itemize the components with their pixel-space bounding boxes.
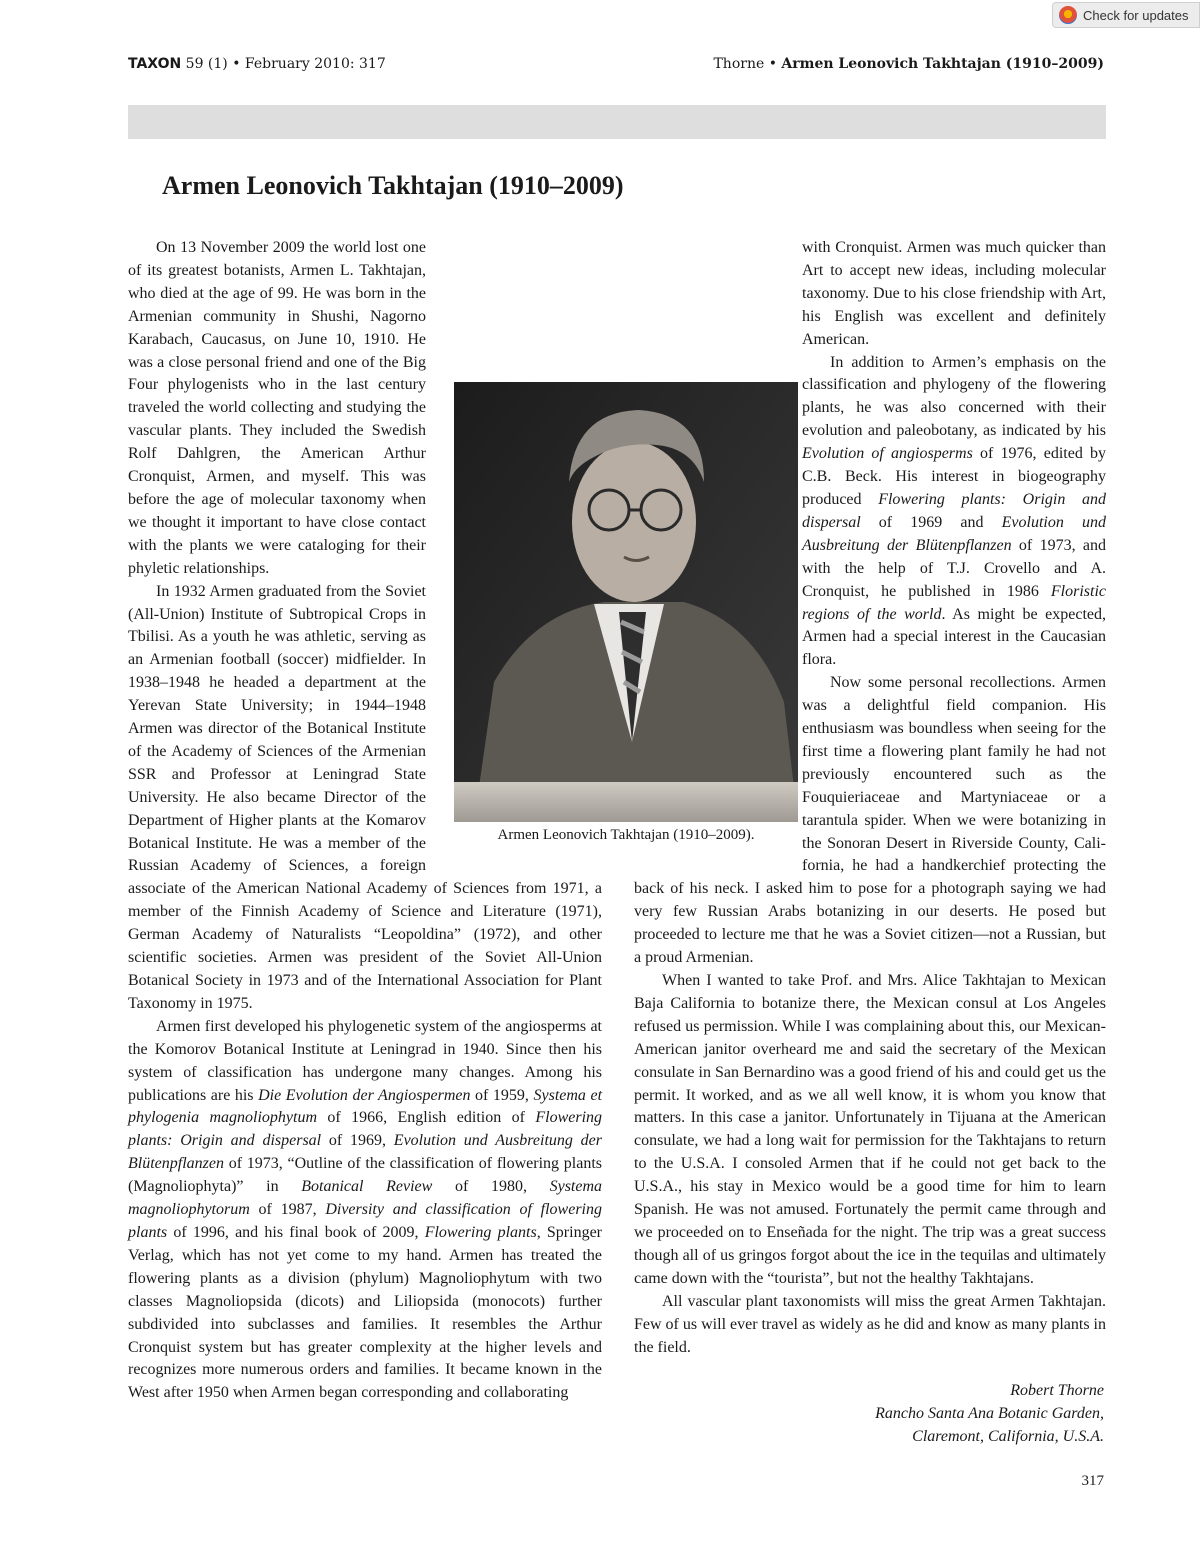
citation: 59 (1) • February 2010: 317: [181, 56, 386, 72]
paragraph: In 1932 Armen graduated from the Soviet (All-Union) Institute of Subtropical Crops in Tbilisi. As a youth he was athletic, serving as an Armenian football (soccer) midfielder. In 1938–1948 he headed a department at the Yerevan State University; in 1944–1948 Armen was director of the Botanical Institute of the Academy of Sciences of the Armenian SSR and Professor at Leningrad State University. He also became Director of the Department of Higher plants at the Komarov Botanical Institute. He was a member of the Russian Academy of Sciences, a foreign associate of the American National Academy of Sciences from 1971, a member of the Finnish Academy of Science and Literature (1971), German Academy of Naturalists “Leopoldina” (1972), and other scientific societies. Armen was president of the Soviet All-Union Botanical Society in 1973 and of the International Association for Plant Taxonomy in 1975.: [128, 582, 602, 1012]
journal-name: TAXON: [128, 56, 182, 72]
running-short-title: Armen Leonovich Takhtajan (1910–2009): [781, 56, 1104, 72]
check-for-updates-badge[interactable]: [1052, 2, 1200, 28]
paragraph: In addition to Armen’s emphasis on the classification and phylogeny of the flowering plants, he was also concerned with their evolution and paleobotany, as indicated by his Evolution of angiosperms of 1976, edited by C.B. Beck. His interest in biogeography produced Flowering plants: Origin and dispersal of 1969 and Evolution und Ausbreitung der Blütenpflanzen of 1973, and with the help of T.J. Crovello and A. Cronquist, he published in 1986 Floristic regions of the world. As might be expected, Armen had a special interest in the Caucasian flora.: [802, 353, 1107, 669]
paragraph: On 13 November 2009 the world lost one of its greatest botanists, Armen L. Takhtajan, who died at the age of 99. He was born in the Armenian community in Shushi, Nagorno Karabach, Caucasus, on June 10, 1910. He was a close personal friend and one of the Big Four phylogenists who in the last century traveled the world collecting and studying the vascular plants. They included the Swedish Rolf Dahlgren, the American Arthur Cronquist, Armen, and myself. This was before the age of molecular taxonomy when we thought it important to have close contact with the plants we were cataloging for their phyletic relationships.: [128, 239, 426, 577]
paragraph: Armen first developed his phylogenetic system of the angiosperms at the Komorov Botanical Institute at Leningrad in 1940. Since then his system of classification has undergone many changes. Among his publications are his Die Evolution der Angiospermen of 1959, Systema et phylogenia magnoliophytum of 1966, English edition of Flowering plants: Origin and dispersal of 1969, Evolution und Ausbreitung der Blütenpflanzen of 1973, “Outline of the classification of flowering plants (Magnoliophyta)” in Botanical Review of 1980, Systema magnoliophytorum of 1987, Diversity and classification of flowering plants of 1996, and his final book of 2009, Flowering plants, Springer Verlag, which has not yet come to my hand. Armen has treated the flowering plants as a division (phylum) Magnoliophytum with two classes Magnoliopsida (dicots) and Liliopsida (monocots) further subdivided into subclasses and families. It resembles the Arthur Cronquist system but has greater complexity at the higher levels and recognizes more numerous orders and families. It became known in the West after 1950 when Armen began corresponding and collaborating: [128, 1017, 603, 1402]
portrait-image: [454, 382, 798, 822]
signature: [875, 1380, 1104, 1449]
signature-affiliation: Rancho Santa Ana Botanic Garden,: [875, 1404, 1104, 1422]
signature-name: Robert Thorne: [1010, 1382, 1104, 1399]
portrait-photo: [454, 382, 798, 822]
article-title: Armen Leonovich Takhtajan (1910–2009): [162, 171, 624, 200]
journal-citation: [128, 54, 386, 74]
check-for-updates-label: Check for updates: [1083, 7, 1189, 23]
running-author: Thorne •: [713, 56, 782, 72]
paragraph: Now some personal recollections. Armen was a delightful field companion. His enthusiasm was boundless when seeing for the first time a flowering plant family he had not previously encountered such as the Fouquieriaceae and Martyniaceae or a tarantula spider. When we were botanizing in the Sonoran Desert in Riverside County, California, he had a handkerchief protecting the back of his neck. I asked him to pose for a photograph saying we had very few Russian Arabs botanizing in our deserts. He posed but proceeded to lecture me that he was a Soviet citizen—not a Russian, but a proud Armenian.: [634, 674, 1106, 967]
paragraph: When I wanted to take Prof. and Mrs. Alice Takhtajan to Mexican Baja California to botanize there, the Mexican consul at Los Angeles refused us permission. While I was complaining about this, our Mexican-American janitor overheard me and said the secretary of the Mexican consulate in San Bernardino was a good friend of his and could get us the permit. It worked, and as we all well know, it is whom you know that matters. In this case a janitor. Unfortunately in Tijuana at the American consulate, we had a long wait for permission for the Takhtajans to return to the U.S.A. I consoled Armen that if he could not get back to the U.S.A., his stay in Mexico would be a good time for him to learn Spanish. He was not amused. Fortunately the permit came through and we proceeded on to Enseñada for the night. The trip was a great success though all of us gringos forgot about the ice in the tequilas and ultimately came down with the “tourista”, but not the healthy Takhtajans.: [634, 972, 1106, 1287]
paragraph: All vascular plant taxonomists will miss the great Armen Takhtajan. Few of us will ever travel as widely as he did and know as many plants in the field.: [634, 1292, 1106, 1356]
running-title: [713, 54, 1104, 74]
running-head: [128, 54, 1104, 76]
signature-location: Claremont, California, U.S.A.: [912, 1427, 1104, 1445]
section-bar: [128, 105, 1106, 139]
paragraph: with Cronquist. Armen was much quicker than Art to accept new ideas, including molecular taxonomy. Due to his close friendship with Art, his English was excellent and definitely American.: [802, 239, 1106, 348]
crossmark-icon: [1059, 6, 1077, 24]
figure-caption: Armen Leonovich Takhtajan (1910–2009).: [497, 827, 755, 843]
page-number: 317: [1081, 1473, 1104, 1489]
